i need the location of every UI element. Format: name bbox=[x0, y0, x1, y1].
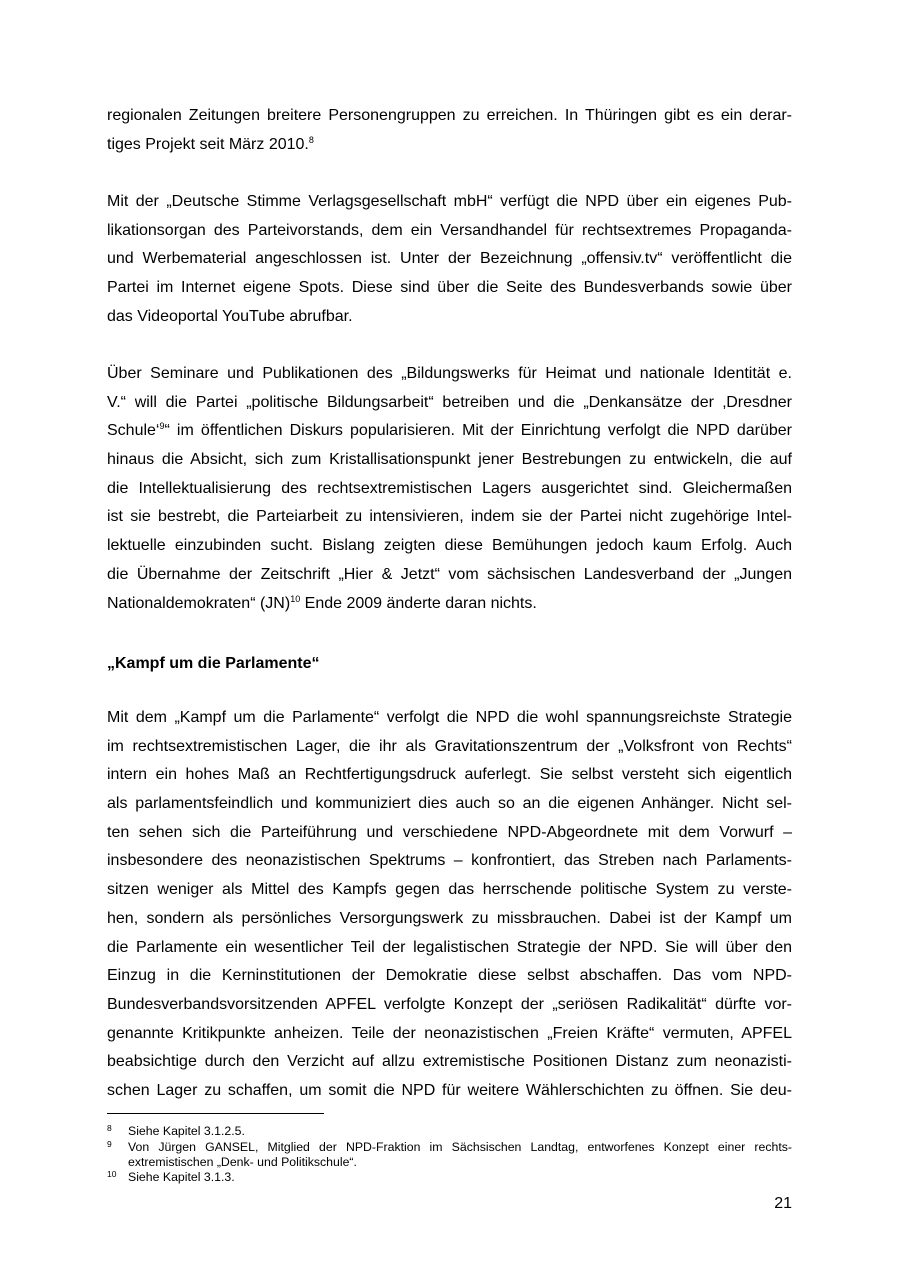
text-line: Mit dem „Kampf um die Parlamente“ verfolgt die NPD die wohl spannungsreichste Strategie bbox=[107, 709, 792, 726]
text-line: intern ein hohes Maß an Rechtfertigungsdruck auferlegt. Sie selbst versteht sich eigentlich bbox=[107, 766, 792, 784]
paragraph-1 bbox=[107, 102, 792, 159]
text-line: Über Seminare und Publikationen des „Bildungswerks für Heimat und nationale Identität e. bbox=[107, 365, 792, 382]
footnote-text: Siehe Kapitel 3.1.2.5. bbox=[128, 1124, 245, 1138]
footnote-ref-10[interactable]: 10 bbox=[290, 593, 301, 604]
text-line: beabsichtige durch den Verzicht auf allzu extremistische Positionen Distanz zum neonazisti- bbox=[107, 1053, 792, 1071]
text-line: lektuelle einzubinden sucht. Bislang zeigten diese Bemühungen jedoch kaum Erfolg. Auch bbox=[107, 537, 792, 555]
paragraph-2 bbox=[107, 188, 792, 331]
text-line: hen, sondern als persönliches Versorgungswerk zu missbrauchen. Dabei ist der Kampf um bbox=[107, 909, 792, 927]
footnote-separator bbox=[107, 1113, 324, 1114]
text-line: als parlamentsfeindlich und kommuniziert dies auch so an die eigenen Anhänger. Nicht sel- bbox=[107, 795, 792, 813]
footnote-text: Siehe Kapitel 3.1.3. bbox=[128, 1170, 235, 1184]
text-line: ten sehen sich die Parteiführung und verschiedene NPD-Abgeordnete mit dem Vorwurf – bbox=[107, 823, 792, 841]
text-line: Mit der „Deutsche Stimme Verlagsgesellschaft mbH“ verfügt die NPD über ein eigenes Pub- bbox=[107, 193, 792, 210]
footnote-text: Von Jürgen GANSEL, Mitglied der NPD-Fraktion im Sächsischen Landtag, entworfenes Konzept einer rechts- bbox=[128, 1140, 792, 1154]
paragraph-4 bbox=[107, 704, 792, 1106]
text-line: sitzen weniger als Mittel des Kampfs gegen das herrschende politische System zu verste- bbox=[107, 881, 792, 899]
text-line: regionalen Zeitungen breitere Personengruppen zu erreichen. In Thüringen gibt es ein derar- bbox=[107, 107, 792, 124]
text-line: V.“ will die Partei „politische Bildungsarbeit“ betreiben und die „Denkansätze der ‚Dresdner bbox=[107, 393, 792, 411]
text-line: hinaus die Absicht, sich zum Kristallisationspunkt jener Bestrebungen zu entwickeln, die auf bbox=[107, 451, 792, 469]
text-line: Einzug in die Kerninstitutionen der Demokratie diese selbst abschaffen. Das vom NPD- bbox=[107, 967, 792, 985]
text-line: die Übernahme der Zeitschrift „Hier & Jetzt“ vom sächsischen Landesverband der „Jungen bbox=[107, 565, 792, 583]
footnote-number: 10 bbox=[107, 1169, 117, 1179]
footnote-ref-9[interactable]: 9 bbox=[159, 421, 165, 432]
text-line: genannte Kritikpunkte anheizen. Teile der neonazistischen „Freien Kräfte“ vermuten, APFEL bbox=[107, 1024, 792, 1042]
paragraph-3 bbox=[107, 360, 792, 618]
text-line: insbesondere des neonazistischen Spektrums – konfrontiert, das Streben nach Parlaments- bbox=[107, 852, 792, 870]
footnote-text: extremistischen „Denk- und Politikschule“. bbox=[128, 1155, 357, 1169]
text-line: Schule‘$^9$“ im öffentlichen Diskurs popularisieren. Mit der Einrichtung verfolgt die NPD darüber bbox=[107, 421, 792, 440]
text-line: die Intellektualisierung des rechtsextremistischen Lagers ausgerichtet sind. Gleichermaßen bbox=[107, 479, 792, 497]
section-heading: „Kampf um die Parlamente“ bbox=[107, 655, 320, 672]
text-line: likationsorgan des Parteivorstands, dem ein Versandhandel für rechtsextremes Propaganda- bbox=[107, 221, 792, 239]
footnote-ref-8[interactable]: 8 bbox=[308, 134, 314, 145]
text-line: ist sie bestrebt, die Parteiarbeit zu intensivieren, indem sie der Partei nicht zugehörige Intel- bbox=[107, 508, 792, 526]
text-line: das Videoportal YouTube abrufbar. bbox=[107, 307, 353, 325]
footnote-number: 9 bbox=[107, 1139, 112, 1149]
text-line: tiges Projekt seit März 2010.$^8$ bbox=[107, 134, 314, 153]
text-line: schen Lager zu schaffen, um somit die NPD für weitere Wählerschichten zu öffnen. Sie deu- bbox=[107, 1081, 792, 1099]
footnote-number: 8 bbox=[107, 1123, 112, 1133]
text-line: die Parlamente ein wesentlicher Teil der legalistischen Strategie der NPD. Sie will über den bbox=[107, 938, 792, 956]
text-line: Partei im Internet eigene Spots. Diese sind über die Seite des Bundesverbands sowie über bbox=[107, 279, 792, 297]
text-line: Bundesverbandsvorsitzenden APFEL verfolgte Konzept der „seriösen Radikalität“ dürfte vor- bbox=[107, 995, 792, 1013]
text-line: im rechtsextremistischen Lager, die ihr als Gravitationszentrum der „Volksfront von Rechts“ bbox=[107, 737, 792, 755]
text-line: Nationaldemokraten“ (JN)$^{10}$ Ende 2009 änderte daran nichts. bbox=[107, 593, 537, 612]
page-number: 21 bbox=[774, 1195, 792, 1212]
text-line: und Werbematerial angeschlossen ist. Unter der Bezeichnung „offensiv.tv“ veröffentlicht die bbox=[107, 250, 792, 268]
